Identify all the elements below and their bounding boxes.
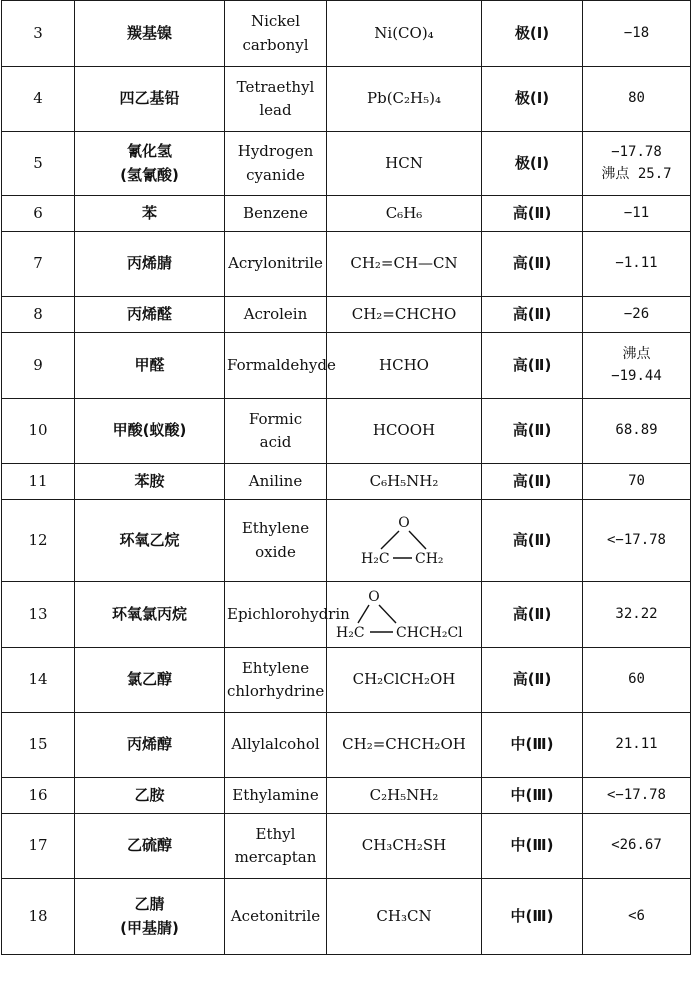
row-number: 13 bbox=[2, 582, 75, 648]
english-name bbox=[225, 1, 327, 67]
flash-point bbox=[583, 814, 691, 879]
flash-point-line: 沸点 bbox=[622, 345, 651, 362]
table-row bbox=[2, 132, 691, 196]
hazard-level: 高(Ⅱ) bbox=[482, 582, 583, 648]
english-name-line: cyanide bbox=[246, 165, 305, 184]
flash-point-line: −26 bbox=[623, 305, 650, 322]
chinese-name bbox=[75, 232, 225, 297]
chinese-name bbox=[75, 879, 225, 955]
epoxide-bond-right bbox=[379, 605, 396, 623]
row-number: 7 bbox=[2, 232, 75, 297]
flash-point-line: −19.44 bbox=[611, 367, 662, 384]
english-name-line: mercaptan bbox=[234, 848, 317, 866]
epoxide-oxygen: O bbox=[368, 588, 380, 605]
table-row bbox=[2, 464, 691, 500]
chinese-name-line: 环氧氯丙烷 bbox=[111, 604, 187, 623]
chemical-formula: HCOOH bbox=[327, 399, 482, 464]
english-name bbox=[225, 333, 336, 399]
row-number: 10 bbox=[2, 399, 75, 464]
english-name-line: Nickel bbox=[250, 12, 301, 31]
english-name bbox=[225, 399, 327, 464]
table-row bbox=[2, 297, 691, 333]
chinese-name bbox=[75, 648, 225, 713]
english-name-line: Formic bbox=[248, 409, 303, 428]
hazard-level: 高(Ⅱ) bbox=[482, 196, 583, 232]
row-number: 14 bbox=[2, 648, 75, 713]
chemical-formula: C₂H₅NH₂ bbox=[327, 778, 482, 814]
chemical-formula bbox=[327, 500, 482, 582]
english-name-line: Ehtylene bbox=[241, 658, 310, 677]
english-name bbox=[225, 713, 327, 778]
chinese-name-line: 苯胺 bbox=[134, 471, 165, 490]
english-name-line: lead bbox=[259, 101, 292, 119]
english-name bbox=[225, 132, 327, 196]
flash-point bbox=[583, 713, 691, 778]
chemical-hazard-table bbox=[1, 0, 691, 955]
table-row bbox=[2, 67, 691, 132]
row-number: 3 bbox=[2, 1, 75, 67]
table-row bbox=[2, 399, 691, 464]
flash-point bbox=[583, 1, 691, 67]
chinese-name bbox=[75, 333, 225, 399]
hazard-level: 中(Ⅲ) bbox=[482, 713, 583, 778]
chinese-name bbox=[75, 67, 225, 132]
flash-point bbox=[583, 232, 691, 297]
table-row bbox=[2, 333, 691, 399]
epoxide-right-group: CH₂ bbox=[415, 550, 444, 567]
row-number: 17 bbox=[2, 814, 75, 879]
flash-point-line: 68.89 bbox=[615, 422, 658, 439]
hazard-level: 极(Ⅰ) bbox=[482, 1, 583, 67]
flash-point bbox=[583, 464, 691, 500]
chemical-formula: CH₃CH₂SH bbox=[327, 814, 482, 879]
chinese-name bbox=[75, 713, 225, 778]
english-name bbox=[225, 814, 327, 879]
english-name-line: Tetraethyl bbox=[236, 77, 315, 96]
table-row bbox=[2, 648, 691, 713]
chinese-name-line: 丙烯醛 bbox=[126, 304, 172, 323]
chinese-name bbox=[75, 132, 225, 196]
epoxide-structure bbox=[359, 513, 449, 569]
chinese-name-line: (甲基腈) bbox=[120, 918, 179, 937]
table-row bbox=[2, 713, 691, 778]
chinese-name bbox=[75, 778, 225, 814]
chemical-formula: CH₂ClCH₂OH bbox=[327, 648, 482, 713]
chinese-name-line: 苯 bbox=[141, 203, 157, 222]
chinese-name-line: 氰化氢 bbox=[126, 142, 172, 161]
row-number: 8 bbox=[2, 297, 75, 333]
hazard-level: 高(Ⅱ) bbox=[482, 232, 583, 297]
chemical-formula: HCN bbox=[327, 132, 482, 196]
chinese-name-line: 氯乙醇 bbox=[126, 670, 172, 689]
english-name-line: Aniline bbox=[248, 471, 303, 490]
english-name bbox=[225, 232, 327, 297]
english-name-line: Acrylonitrile bbox=[228, 254, 323, 273]
english-name bbox=[225, 879, 327, 955]
english-name-line: carbonyl bbox=[242, 35, 309, 54]
english-name-line: chlorhydrine bbox=[227, 682, 325, 700]
flash-point-line: 80 bbox=[628, 90, 645, 107]
row-number: 6 bbox=[2, 196, 75, 232]
chinese-name-line: 四乙基铅 bbox=[119, 89, 180, 108]
flash-point-line: 沸点 25.7 bbox=[601, 165, 672, 182]
hazard-level: 高(Ⅱ) bbox=[482, 297, 583, 333]
english-name-line: oxide bbox=[255, 542, 296, 561]
english-name bbox=[225, 67, 327, 132]
english-name-line: Epichlorohydrin bbox=[227, 604, 350, 623]
flash-point-line: 60 bbox=[628, 671, 645, 688]
chemical-formula: Pb(C₂H₅)₄ bbox=[327, 67, 482, 132]
chinese-name bbox=[75, 582, 225, 648]
chinese-name bbox=[75, 196, 225, 232]
chemical-formula: CH₂=CH—CN bbox=[327, 232, 482, 297]
english-name-line: Ethylamine bbox=[232, 785, 319, 804]
hazard-level: 极(Ⅰ) bbox=[482, 132, 583, 196]
english-name-line: Acrolein bbox=[243, 304, 308, 323]
flash-point-line: <6 bbox=[628, 907, 645, 924]
row-number: 12 bbox=[2, 500, 75, 582]
table-row bbox=[2, 814, 691, 879]
flash-point bbox=[583, 500, 691, 582]
flash-point bbox=[583, 333, 691, 399]
table-row bbox=[2, 500, 691, 582]
hazard-level: 高(Ⅱ) bbox=[482, 333, 583, 399]
flash-point-line: −17.78 bbox=[611, 143, 662, 160]
chinese-name bbox=[75, 464, 225, 500]
row-number: 4 bbox=[2, 67, 75, 132]
table-row bbox=[2, 196, 691, 232]
chinese-name-line: 丙烯腈 bbox=[126, 254, 172, 273]
chemical-formula: C₆H₆ bbox=[327, 196, 482, 232]
epoxide-bond-left bbox=[358, 605, 369, 623]
epoxide-bond-left bbox=[381, 531, 399, 549]
english-name-line: acid bbox=[259, 433, 292, 451]
flash-point-line: <−17.78 bbox=[606, 531, 666, 548]
flash-point-line: 32.22 bbox=[615, 605, 658, 622]
epoxide-bond-right bbox=[409, 531, 426, 549]
hazard-level: 高(Ⅱ) bbox=[482, 500, 583, 582]
chinese-name bbox=[75, 814, 225, 879]
flash-point bbox=[583, 582, 691, 648]
english-name-line: Acetonitrile bbox=[230, 906, 321, 925]
english-name-line: Ethyl bbox=[255, 824, 296, 843]
epoxide-left-group: H₂C bbox=[361, 550, 390, 567]
chinese-name-line: 羰基镍 bbox=[126, 23, 172, 42]
row-number: 11 bbox=[2, 464, 75, 500]
hazard-level: 高(Ⅱ) bbox=[482, 399, 583, 464]
flash-point-line: <26.67 bbox=[611, 837, 662, 854]
flash-point bbox=[583, 399, 691, 464]
flash-point bbox=[583, 879, 691, 955]
flash-point-line: −1.11 bbox=[615, 255, 658, 272]
row-number: 5 bbox=[2, 132, 75, 196]
english-name bbox=[225, 500, 327, 582]
flash-point-line: −11 bbox=[623, 204, 650, 221]
row-number: 9 bbox=[2, 333, 75, 399]
english-name-line: Hydrogen bbox=[237, 142, 314, 161]
flash-point bbox=[583, 132, 691, 196]
chemical-formula: CH₂=CHCHO bbox=[327, 297, 482, 333]
table-row bbox=[2, 232, 691, 297]
hazard-level: 中(Ⅲ) bbox=[482, 879, 583, 955]
flash-point bbox=[583, 648, 691, 713]
epoxide-right-group: CHCH₂Cl bbox=[396, 624, 463, 641]
flash-point bbox=[583, 297, 691, 333]
table-row bbox=[2, 1, 691, 67]
english-name bbox=[225, 297, 327, 333]
english-name-line: Ethylene bbox=[241, 519, 310, 538]
english-name-line: Formaldehyde bbox=[227, 355, 336, 374]
english-name bbox=[225, 582, 350, 648]
chinese-name-line: 甲醛 bbox=[134, 355, 165, 374]
chinese-name-line: 乙胺 bbox=[134, 785, 165, 804]
chinese-name-line: 乙硫醇 bbox=[126, 836, 172, 855]
chinese-name-line: 乙腈 bbox=[134, 895, 165, 914]
chinese-name-line: 环氧乙烷 bbox=[119, 530, 180, 549]
flash-point-line: −18 bbox=[623, 24, 650, 41]
hazard-level: 中(Ⅲ) bbox=[482, 814, 583, 879]
row-number: 18 bbox=[2, 879, 75, 955]
chemical-formula: HCHO bbox=[327, 333, 482, 399]
english-name-line: Allylalcohol bbox=[231, 735, 320, 754]
flash-point bbox=[583, 196, 691, 232]
chinese-name bbox=[75, 500, 225, 582]
table-row bbox=[2, 778, 691, 814]
chemical-formula: CH₃CN bbox=[327, 879, 482, 955]
row-number: 16 bbox=[2, 778, 75, 814]
epoxide-oxygen: O bbox=[398, 514, 410, 531]
flash-point bbox=[583, 778, 691, 814]
chinese-name bbox=[75, 297, 225, 333]
hazard-level: 中(Ⅲ) bbox=[482, 778, 583, 814]
hazard-level: 高(Ⅱ) bbox=[482, 648, 583, 713]
chinese-name-line: 丙烯醇 bbox=[126, 735, 172, 754]
epoxide-left-group: H₂C bbox=[336, 624, 365, 641]
english-name bbox=[225, 778, 327, 814]
hazard-level: 极(Ⅰ) bbox=[482, 67, 583, 132]
row-number: 15 bbox=[2, 713, 75, 778]
flash-point bbox=[583, 67, 691, 132]
chinese-name bbox=[75, 1, 225, 67]
epoxide-structure bbox=[334, 587, 474, 643]
english-name-line: Benzene bbox=[243, 203, 308, 222]
flash-point-line: 70 bbox=[628, 472, 645, 489]
chemical-formula: Ni(CO)₄ bbox=[327, 1, 482, 67]
chinese-name bbox=[75, 399, 225, 464]
chemical-formula: CH₂=CHCH₂OH bbox=[327, 713, 482, 778]
table-row bbox=[2, 582, 691, 648]
hazard-level: 高(Ⅱ) bbox=[482, 464, 583, 500]
chinese-name-line: 甲酸(蚁酸) bbox=[112, 421, 187, 440]
english-name bbox=[225, 196, 327, 232]
chinese-name-line: (氢氰酸) bbox=[120, 165, 179, 184]
english-name bbox=[225, 464, 327, 500]
table-row bbox=[2, 879, 691, 955]
chemical-formula: C₆H₅NH₂ bbox=[327, 464, 482, 500]
flash-point-line: <−17.78 bbox=[606, 786, 666, 803]
english-name bbox=[225, 648, 327, 713]
flash-point-line: 21.11 bbox=[615, 736, 658, 753]
